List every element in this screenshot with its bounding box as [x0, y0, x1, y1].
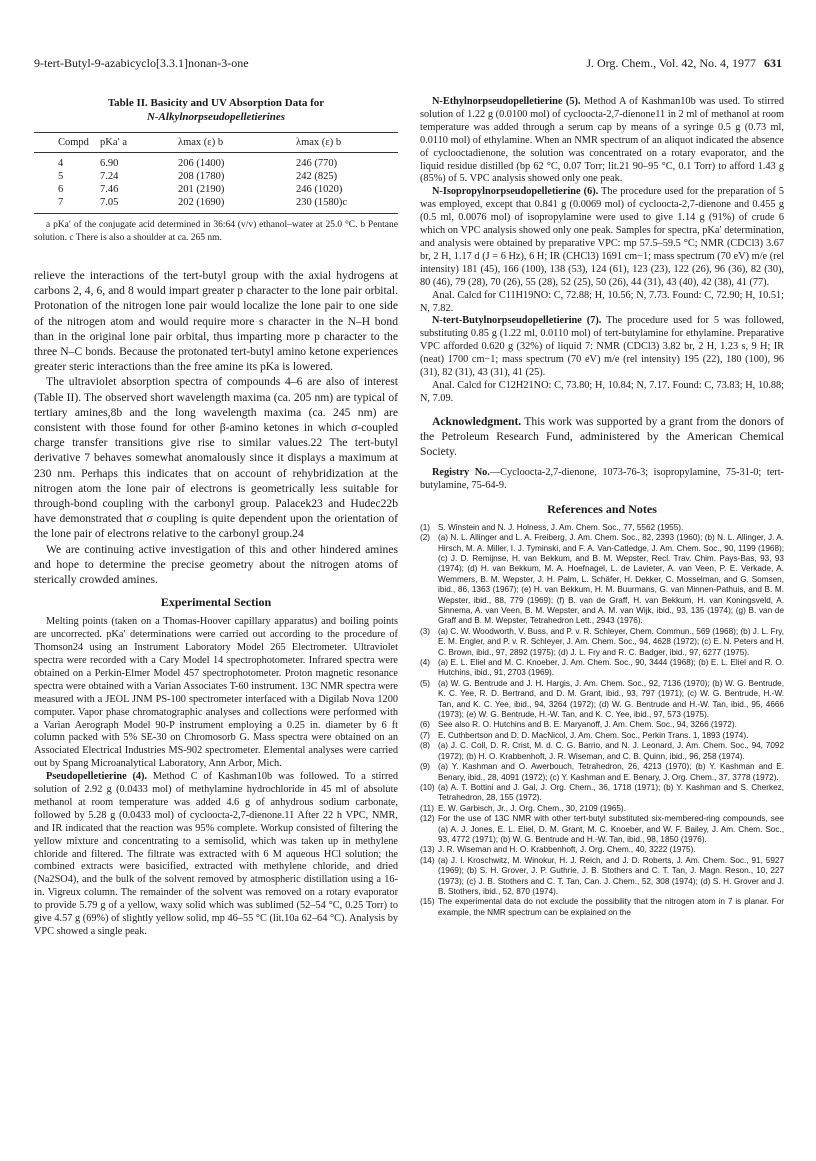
- paragraph: [420, 96, 784, 186]
- paragraph: [420, 186, 784, 289]
- experimental-text-continued: [420, 96, 784, 406]
- paragraph-body: The procedure used for 5 was followed, substituting 0.85 g (1.22 ml, 0.0110 mol) of tert-butylamine for ethylamine. Preparative VPC afforded 0.620 g (32%) of liquid 7: NMR (CDCl3) 3.82 br, 2 H, 1.23 s, 9 H; IR (neat) 1700 cm−1; mass spectrum (70 eV) m/e (rel intensity) 195 (22), 180 (100), 96 (31), 82 (31), 43 (31), 41 (25).: [420, 315, 784, 379]
- running-header: [34, 56, 782, 74]
- reference-number: (3): [420, 626, 431, 636]
- reference-text: See also R. O. Hutchins and B. E. Maryanoff, J. Am. Chem. Soc., 94, 3266 (1972).: [438, 720, 737, 730]
- reference-number: (1): [420, 522, 431, 532]
- reference-number: (2): [420, 533, 431, 543]
- table-title-line: Table II. Basicity and UV Absorption Data for: [107, 97, 325, 109]
- reference-item: [420, 814, 784, 845]
- page-number: 631: [764, 56, 782, 70]
- paragraph-body: The procedure used for the preparation of 5 was employed, except that 0.841 g (0.0069 mol) of cycloocta-2,7-dienone and 0.455 g (0.5 ml, 0.0076 mol) of isopropylamine were used to give 1.14 g (91%) of crude 6 which on VPC analysis showed only one peak. Samples for spectra, pKa′ determination, and analysis were obtained by preparative VPC: mp 57.5–59.5 °C; NMR (CDCl3) 3.67 br, 2 H, 1.17 d (J = 6 Hz), 6 H; IR (CHCl3) 1691 cm−1; mass spectrum (70 eV) m/e (rel intensity) 181 (45), 166 (100), 138 (53), 124 (61), 123 (23), 122 (26), 96 (36), 82 (30), 80 (46), 79 (28), 70 (26), 55 (28), 52 (25), 50 (26), 44 (31), 43 (40), 42 (38), 41 (77).: [420, 186, 784, 288]
- table-cell: 7: [34, 196, 100, 214]
- reference-item: [420, 897, 784, 918]
- paragraph: We are continuing active investigation of this and other hindered amines and hope to determine the precise geometry about the nitrogen atoms of sterically crowded amines.: [34, 542, 398, 587]
- table-cell: 6.90: [100, 158, 119, 169]
- table-cell: 246 (770): [296, 158, 338, 169]
- reference-number: (9): [420, 762, 431, 772]
- reference-item: [420, 720, 784, 730]
- journal-info: [586, 56, 782, 71]
- reference-item: [420, 627, 784, 658]
- reference-text: (a) N. L. Allinger and L. A. Freiberg, J. Am. Chem. Soc., 82, 2393 (1960); (b) N. L. Allinger, J. A. Hirsch, M. A. Miller, I. J. Tyminski, and F. A. Van-Catledge, J. Am. Chem. Soc., 90, 1199 (1968); (c) J. D. Remijnse, H. van Bekkum, and B. M. Wepster, Recl. Trav. Chim. Pays-Bas, 93, 93 (1974); (d) H. van Bekkum, M. A. Hoefnagel, L. de Lavieter, A. van Veen, P. E. Verkade, A. Wemmers, B. M. Wepster, J. H. Palm, L. Schäfer, H. Dekker, C. Mosselman, and G. Somsen, ibid., 86, 1363 (1967); (e) H. van Bekkum, H. M. Buurmans, G. van Minnen-Pathuis, and B. M. Wepster, ibid., 88, 779 (1969); (f) B. van de Graff, H. van Bekkum, H. van Koningsveld, A. Sinnema, A. van Veen, B. M. Wepster, and A. M. van Wijk, ibid., 93, 135 (1974); (g) B. van de Graff and B. M. Wepster, Tetrahedron Lett., 2943 (1976).: [438, 533, 784, 626]
- reference-text: E. W. Garbisch, Jr., J. Org. Chem., 30, 2109 (1965).: [438, 803, 626, 813]
- reference-text: (a) Y. Kashman and O. Awerbouch, Tetrahedron, 26, 4213 (1970); (b) Y. Kashman and E. Benary, ibid., 28, 4091 (1972); (c) Y. Kashman and E. Benary, J. Org. Chem., 37, 3778 (1972).: [438, 762, 784, 782]
- experimental-text: [34, 616, 398, 939]
- reference-item: [420, 856, 784, 898]
- table-row: [34, 183, 398, 196]
- right-column: [420, 96, 784, 918]
- reference-number: (8): [420, 741, 431, 751]
- discussion-text: [34, 268, 398, 587]
- table-cell: 202 (1690): [178, 196, 296, 214]
- compound-heading: N-Isopropylnorpseudopelletierine (6).: [432, 186, 599, 198]
- registry-numbers: [420, 466, 784, 492]
- table-cell: 201 (2190): [178, 184, 225, 195]
- reference-text: For the use of 13C NMR with other tert-butyl substituted six-membered-ring compounds, see (a) A. J. Jones, E. L. Eliel, D. M. Grant, M. C. Knoeber, and W. F. Bailey, J. Am. Chem. Soc., 93, 4772 (1971); (b) W. G. Bentrude and H.-W. Tan, ibid., 98, 1850 (1976).: [438, 814, 784, 844]
- table-row: [34, 153, 398, 171]
- acknowledgment-title: Acknowledgment.: [432, 414, 522, 428]
- reference-item: [420, 762, 784, 783]
- reference-number: (12): [420, 814, 435, 824]
- reference-item: [420, 845, 784, 855]
- table-cell: 208 (1780): [178, 171, 225, 182]
- reference-text: The experimental data do not exclude the possibility that the nitrogen atom in 7 is planar. For example, the NMR spectrum can be explained on the: [438, 897, 784, 917]
- reference-item: [420, 731, 784, 741]
- compound-heading: N-tert-Butylnorpseudopelletierine (7).: [432, 315, 602, 327]
- table-cell: 7.05: [100, 196, 178, 214]
- reference-text: (a) C. W. Woodworth, V. Buss, and P. v. R. Schleyer, Chem. Commun., 569 (1968); (b) J. L. Fry, E. M. Engler, and P. v. R. Schleyer, J. Am. Chem. Soc., 94, 4628 (1972); (c) E. N. Peters and H. C. Brown, ibid., 97, 2892 (1975); (d) J. L. Fry and R. C. Badger, ibid., 97, 6277 (1975).: [438, 626, 784, 657]
- reference-item: [420, 533, 784, 627]
- reference-number: (4): [420, 658, 431, 668]
- table-cell: 7.46: [100, 184, 119, 195]
- registry-title: Registry No.: [432, 466, 490, 478]
- paragraph: relieve the interactions of the tert-butyl group with the axial hydrogens at carbons 2, 4, 6, and 8 would impart greater p character to the lone pair orbital. Protonation of the nitrogen lone pair would localize the lone pair to one side of the nitrogen atom and would require more s character in the N–H bond than in the original lone pair orbital, thus imparting more p character to the three N–C bonds. Because the protonated tert-butyl amino ketone experiences greater steric interactions than the free amine its pKa is lowered.: [34, 269, 398, 374]
- reference-text: J. R. Wiseman and H. O. Krabbenhoft, J. Org. Chem., 40, 3222 (1975).: [438, 845, 696, 855]
- reference-item: [420, 679, 784, 721]
- acknowledgment: [420, 414, 784, 459]
- table-row: [34, 196, 398, 214]
- table-header-row: [34, 133, 398, 153]
- paragraph-body: Method A of Kashman10b was used. To stirred solution of 1.22 g (0.0100 mol) of cycloocta-2,7-dienone11 in 2 ml of methanol at room temperature was added through a serum cap by means of a syringe 0.5 g (0.73 ml, 0.0110 mol) of ethylamine. When an NMR spectrum of an aliquot indicated the absence of cyclooctadienone, the solution was concentrated on a rotary evaporator, and the liquid residue distilled (bp 62 °C, 0.07 Torr; lit.21 90–95 °C, 0.1 Torr) to afford 1.43 g (85%) of 5. VPC analysis showed only one peak.: [420, 96, 784, 185]
- paragraph: Melting points (taken on a Thomas-Hoover capillary apparatus) and boiling points are uncorrected. pKa′ determinations were carried out according to the procedure of Thomson24 using an Instrument Laboratory Model 265 Electrometer. Ultraviolet spectra were recorded with a Cary Model 14 spectrophotometer. Infrared spectra were obtained on a Perkin-Elmer Model 457 spectrophotometer. Proton magnetic resonance spectra were obtained with a Varian Associates T-60 instrument. 13C NMR spectra were measured with a JEOL JNM PS-100 spectrometer interfaced with a Digilab Nova 1200 computer. Vapor phase chromatographic analyses and collections were performed with a Varian Aerograph Model 90-P instrument employing a 0.25 in. diameter by 6 ft column packed with 5% SE-30 on Chromosorb G. Mass spectra were obtained on an Associated Electrical Industries MS-902 spectrometer. Elemental analyses were carried out by Spang Microanalytical Laboratory, Ann Arbor, Mich.: [34, 616, 398, 770]
- registry-body: —Cycloocta-2,7-dienone, 1073-76-3; isopropylamine, 75-31-0; tert-butylamine, 75-64-9.: [420, 466, 784, 491]
- reference-number: (6): [420, 720, 431, 730]
- acknowledgment-body: This work was supported by a grant from the donors of the Petroleum Research Fund, administered by the American Chemical Society.: [420, 414, 784, 458]
- compound-heading: Pseudopelletierine (4).: [46, 771, 148, 783]
- reference-item: [420, 783, 784, 804]
- table-cell: 246 (1020): [296, 184, 343, 195]
- table-cell: 230 (1580)c: [296, 196, 398, 214]
- running-title: 9-tert-Butyl-9-azabicyclo[3.3.1]nonan-3-one: [34, 56, 249, 70]
- table-cell: 5: [58, 171, 64, 182]
- table-cell: 7.24: [100, 171, 119, 182]
- reference-item: [420, 658, 784, 679]
- reference-text: (a) W. G. Bentrude and J. H. Hargis, J. Am. Chem. Soc., 92, 7136 (1970); (b) W. G. Bentrude, K. C. Yee, R. D. Bertrand, and D. M. Grant, ibid., 93, 797 (1971); (c) W. G. Bentrude, H.-W. Tan, and K. C. Yee, ibid., 94, 3264 (1972); (d) W. G. Bentrude and H.-W. Tan, ibid., 95, 4666 (1973); (e) W. G. Bentrude, H.-W. Tan, and K. C. Yee, ibid., 97, 573 (1975).: [438, 678, 784, 720]
- reference-text: (a) J. C. Coll, D. R. Crist, M. d. C. G. Barrio, and N. J. Leonard, J. Am. Chem. Soc., 94, 7092 (1972); (b) H. O. Krabbenhoft, J. R. Wiseman, and C. B. Quinn, ibid., 96, 258 (1974).: [438, 741, 784, 761]
- left-column: [34, 96, 398, 939]
- reference-item: [420, 804, 784, 814]
- table-footnote: a pKa′ of the conjugate acid determined in 36:64 (v/v) ethanol–water at 25.0 °C. b Pentane solution. c There is also a shoulder at ca. 265 nm.: [34, 220, 398, 243]
- table-cell: 242 (825): [296, 171, 338, 182]
- reference-number: (14): [420, 855, 435, 865]
- reference-text: E. Cuthbertson and D. D. MacNicol, J. Am. Chem. Soc., Perkin Trans. 1, 1893 (1974).: [438, 730, 749, 740]
- table-subtitle: N-Alkylnorpseudopelletierines: [146, 111, 286, 123]
- paragraph: [34, 771, 398, 939]
- reference-number: (10): [420, 782, 435, 792]
- references-heading: References and Notes: [547, 501, 657, 516]
- table-header-cell: λmax (ε) b: [296, 133, 398, 153]
- table-header-cell: Compd: [34, 133, 100, 153]
- table-cell: 6: [58, 184, 64, 195]
- paragraph: Anal. Calcd for C12H21NO: C, 73.80; H, 10.84; N, 7.17. Found: C, 73.83; H, 10.88; N, 7.09.: [420, 379, 784, 404]
- reference-number: (7): [420, 730, 431, 740]
- compound-heading: N-Ethylnorpseudopelletierine (5).: [432, 96, 581, 107]
- reference-text: (a) A. T. Bottini and J. Gal, J. Org. Chem., 36, 1718 (1971); (b) Y. Kashman and S. Cherkez, Tetrahedron, 28, 155 (1972).: [438, 782, 784, 803]
- reference-item: [420, 741, 784, 762]
- paragraph: The ultraviolet absorption spectra of compounds 4–6 are also of interest (Table II). The observed short wavelength maxima (ca. 205 nm) are typical of tertiary amines,8b and the long wavelength maxima (ca. 245 nm) are consistent with those found for other β-amino ketones in which σ-coupled charge transfer transitions give rise to similar values.22 The tert-butyl derivative 7 behaves somewhat anomalously since it displays a maximum at 230 nm. Perhaps this indicates that on account of rehybridization at the nitrogen atom the lone pair of electrons is geometrically less suitable for through-bond coupling with the carbonyl group. Palacek23 and Hudec22b have demonstrated that σ coupling is quite dependent upon the orientation of the lone pair of electrons relative to the carbonyl group.24: [34, 375, 398, 541]
- table-header-cell: λmax (ε) b: [178, 133, 296, 153]
- table-header-cell: pKa′ a: [100, 133, 178, 153]
- references-list: [420, 523, 784, 918]
- section-heading: Experimental Section: [160, 595, 272, 610]
- paragraph-body: Method C of Kashman10b was followed. To a stirred solution of 2.92 g (0.0433 mol) of methylamine hydrochloride in 45 ml of absolute methanol at room temperature was added 4.6 g of anhydrous sodium carbonate, followed by 5.28 g (0.0433 mol) of cycloocta-2,7-dienone.11 After 22 h VPC, NMR, and IR indicated that the reaction was 95% complete. Workup consisted of filtering the yellow mixture and concentrating to a semisolid, which was taken up in methylene chloride and filtered. The filtrate was extracted with 6 M aqueous HCl solution; the combined extracts were basicified, extracted with methylene chloride, and dried (Na2SO4), and the bulk of the solvent removed by atmospheric distillation using a 16-in. Vigreux column. The remainder of the solvent was removed on a rotary evaporator to provide 5.79 g of a yellow, waxy solid which was sublimed (52–54 °C, 0.25 Torr) to give 4.57 g (69%) of slightly yellow solid, mp 46–55 °C (lit.10a 62–64 °C). Analysis by VPC showed a single peak.: [34, 771, 398, 938]
- reference-number: (13): [420, 845, 435, 855]
- table-cell: 206 (1400): [178, 158, 225, 169]
- reference-text: (a) J. I. Kroschwitz, M. Winokur, H. J. Reich, and J. D. Roberts, J. Am. Chem. Soc., 91, 5927 (1969); (b) S. H. Grover, J. P. Guthrie, J. B. Stothers and C. T. Tan, J. Magn. Reson., 10, 227 (1973); (c) J. B. Stothers and C. T. Tan, Can. J. Chem., 52, 308 (1974); (d) S. H. Grover and J. B. Stothers, ibid., 52, 870 (1974).: [438, 855, 784, 896]
- reference-item: [420, 523, 784, 533]
- reference-number: (11): [420, 803, 434, 813]
- table-cell: 4: [58, 158, 64, 169]
- reference-number: (5): [420, 678, 431, 688]
- table-row: [34, 170, 398, 183]
- reference-text: (a) E. L. Eliel and M. C. Knoeber, J. Am. Chem. Soc., 90, 3444 (1968); (b) E. L. Eliel and R. O. Hutchins, ibid., 91, 2703 (1969).: [438, 658, 784, 678]
- reference-text: S. Winstein and N. J. Holness, J. Am. Chem. Soc., 77, 5562 (1955).: [438, 522, 684, 532]
- data-table: [34, 132, 398, 214]
- paragraph: Anal. Calcd for C11H19NO: C, 72.88; H, 10.56; N, 7.73. Found: C, 72.90; H, 10.51; N, 7.82.: [420, 289, 784, 314]
- journal-citation: J. Org. Chem., Vol. 42, No. 4, 1977: [586, 56, 756, 70]
- paragraph: [420, 315, 784, 380]
- table-title: [34, 96, 398, 124]
- reference-number: (15): [420, 897, 435, 907]
